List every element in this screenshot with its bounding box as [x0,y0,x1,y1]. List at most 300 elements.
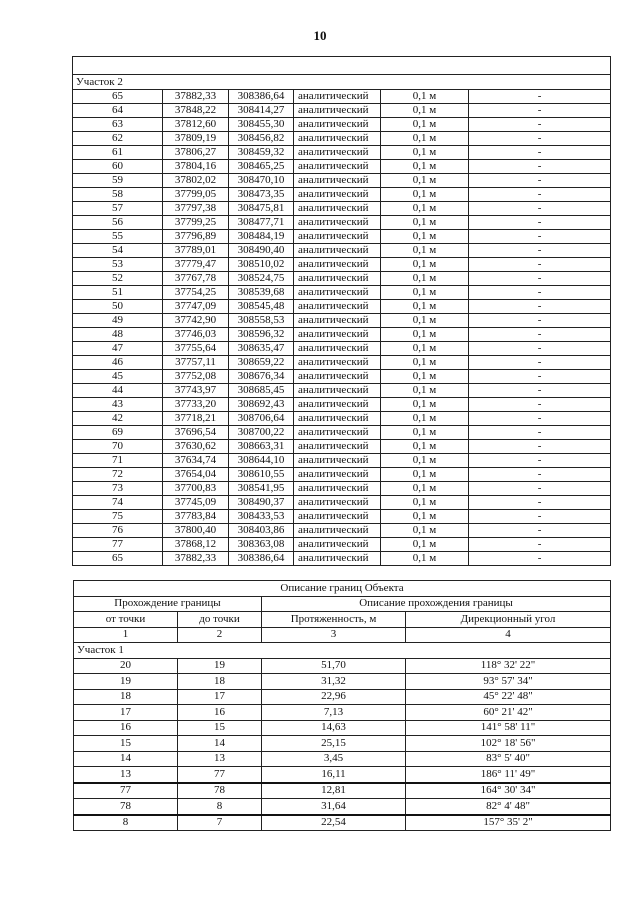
table-row [73,468,611,482]
accuracy-cell: 0,1 м [381,146,469,160]
table-row [73,244,611,258]
description-cell: - [469,384,611,398]
from-point-cell: 78 [74,799,178,815]
x-coordinate-cell: 37752,08 [163,370,229,384]
description-cell: - [469,118,611,132]
point-number-cell: 65 [73,90,163,104]
table-row [74,767,611,783]
method-cell: аналитический [294,440,381,454]
point-number-cell: 54 [73,244,163,258]
method-cell: аналитический [294,174,381,188]
y-coordinate-cell: 308676,34 [229,370,294,384]
table-row [74,799,611,815]
table-row [73,482,611,496]
table-row [73,286,611,300]
table-row [73,496,611,510]
point-number-cell: 75 [73,510,163,524]
method-cell: аналитический [294,90,381,104]
point-number-cell: 57 [73,202,163,216]
y-coordinate-cell: 308433,53 [229,510,294,524]
length-cell: 22,54 [262,815,406,831]
x-coordinate-cell: 37746,03 [163,328,229,342]
point-number-cell: 47 [73,342,163,356]
method-cell: аналитический [294,468,381,482]
x-coordinate-cell: 37797,38 [163,202,229,216]
accuracy-cell: 0,1 м [381,202,469,216]
section-label-row [74,643,611,659]
x-coordinate-cell: 37804,16 [163,160,229,174]
y-coordinate-cell: 308663,31 [229,440,294,454]
point-number-cell: 55 [73,230,163,244]
x-coordinate-cell: 37718,21 [163,412,229,426]
method-cell: аналитический [294,552,381,566]
description-cell: - [469,524,611,538]
point-number-cell: 69 [73,426,163,440]
description-cell: - [469,454,611,468]
section-label: Участок 2 [73,75,611,90]
accuracy-cell: 0,1 м [381,230,469,244]
accuracy-cell: 0,1 м [381,440,469,454]
method-cell: аналитический [294,454,381,468]
accuracy-cell: 0,1 м [381,510,469,524]
table-row [73,160,611,174]
y-coordinate-cell: 308363,08 [229,538,294,552]
table-row [74,783,611,799]
x-coordinate-cell: 37799,05 [163,188,229,202]
length-cell: 22,96 [262,689,406,705]
description-cell: - [469,216,611,230]
x-coordinate-cell: 37630,62 [163,440,229,454]
table-row [74,689,611,705]
point-number-cell: 64 [73,104,163,118]
table-row [73,510,611,524]
group-header-right: Описание прохождения границы [262,596,611,612]
y-coordinate-cell: 308539,68 [229,286,294,300]
method-cell: аналитический [294,118,381,132]
bearing-cell: 82° 4' 48" [406,799,611,815]
description-cell: - [469,328,611,342]
bearing-cell: 186° 11' 49" [406,767,611,783]
description-cell: - [469,160,611,174]
x-coordinate-cell: 37812,60 [163,118,229,132]
y-coordinate-cell: 308414,27 [229,104,294,118]
x-coordinate-cell: 37743,97 [163,384,229,398]
method-cell: аналитический [294,216,381,230]
accuracy-cell: 0,1 м [381,482,469,496]
accuracy-cell: 0,1 м [381,412,469,426]
page-number: 10 [313,28,327,43]
y-coordinate-cell: 308545,48 [229,300,294,314]
y-coordinate-cell: 308541,95 [229,482,294,496]
table-row [73,440,611,454]
length-cell: 14,63 [262,720,406,736]
method-cell: аналитический [294,244,381,258]
point-number-cell: 76 [73,524,163,538]
table-row [73,188,611,202]
table-row [73,132,611,146]
table-row [73,146,611,160]
point-number-cell: 60 [73,160,163,174]
y-coordinate-cell: 308644,10 [229,454,294,468]
description-cell: - [469,426,611,440]
table-empty-row [73,57,611,75]
y-coordinate-cell: 308596,32 [229,328,294,342]
accuracy-cell: 0,1 м [381,384,469,398]
accuracy-cell: 0,1 м [381,258,469,272]
length-cell: 51,70 [262,658,406,674]
from-point-cell: 13 [74,767,178,783]
table-row [74,720,611,736]
description-cell: - [469,468,611,482]
table-row [73,314,611,328]
y-coordinate-cell: 308484,19 [229,230,294,244]
point-number-cell: 61 [73,146,163,160]
x-coordinate-cell: 37868,12 [163,538,229,552]
method-cell: аналитический [294,510,381,524]
description-cell: - [469,510,611,524]
description-cell: - [469,300,611,314]
table-row [74,736,611,752]
point-number-cell: 46 [73,356,163,370]
from-point-cell: 17 [74,705,178,721]
accuracy-cell: 0,1 м [381,160,469,174]
from-point-cell: 8 [74,815,178,831]
bearing-cell: 60° 21' 42" [406,705,611,721]
accuracy-cell: 0,1 м [381,132,469,146]
table-row [73,370,611,384]
column-header: Протяженность, м [262,612,406,628]
y-coordinate-cell: 308635,47 [229,342,294,356]
method-cell: аналитический [294,286,381,300]
point-number-cell: 73 [73,482,163,496]
x-coordinate-cell: 37767,78 [163,272,229,286]
from-point-cell: 77 [74,783,178,799]
bearing-cell: 118° 32' 22" [406,658,611,674]
table-row [73,216,611,230]
table-row [73,342,611,356]
from-point-cell: 15 [74,736,178,752]
x-coordinate-cell: 37783,84 [163,510,229,524]
to-point-cell: 19 [178,658,262,674]
y-coordinate-cell: 308685,45 [229,384,294,398]
y-coordinate-cell: 308659,22 [229,356,294,370]
accuracy-cell: 0,1 м [381,300,469,314]
method-cell: аналитический [294,314,381,328]
bearing-cell: 102° 18' 56" [406,736,611,752]
method-cell: аналитический [294,426,381,440]
y-coordinate-cell: 308700,22 [229,426,294,440]
y-coordinate-cell: 308456,82 [229,132,294,146]
method-cell: аналитический [294,370,381,384]
to-point-cell: 14 [178,736,262,752]
x-coordinate-cell: 37882,33 [163,90,229,104]
boundary-description-table [73,580,611,831]
method-cell: аналитический [294,272,381,286]
y-coordinate-cell: 308475,81 [229,202,294,216]
y-coordinate-cell: 308490,40 [229,244,294,258]
x-coordinate-cell: 37806,27 [163,146,229,160]
method-cell: аналитический [294,524,381,538]
accuracy-cell: 0,1 м [381,286,469,300]
column-number: 2 [178,627,262,643]
to-point-cell: 13 [178,751,262,767]
column-header: от точки [74,612,178,628]
point-number-cell: 50 [73,300,163,314]
table-row [73,328,611,342]
method-cell: аналитический [294,328,381,342]
x-coordinate-cell: 37789,01 [163,244,229,258]
description-cell: - [469,90,611,104]
from-point-cell: 14 [74,751,178,767]
point-number-cell: 59 [73,174,163,188]
x-coordinate-cell: 37848,22 [163,104,229,118]
y-coordinate-cell: 308459,32 [229,146,294,160]
length-cell: 31,64 [262,799,406,815]
x-coordinate-cell: 37654,04 [163,468,229,482]
method-cell: аналитический [294,342,381,356]
accuracy-cell: 0,1 м [381,328,469,342]
column-number: 3 [262,627,406,643]
bearing-cell: 157° 35' 2" [406,815,611,831]
method-cell: аналитический [294,482,381,496]
method-cell: аналитический [294,300,381,314]
to-point-cell: 16 [178,705,262,721]
accuracy-cell: 0,1 м [381,552,469,566]
table-row [74,815,611,831]
point-number-cell: 52 [73,272,163,286]
column-header: Дирекционный угол [406,612,611,628]
description-cell: - [469,188,611,202]
y-coordinate-cell: 308470,10 [229,174,294,188]
y-coordinate-cell: 308473,35 [229,188,294,202]
accuracy-cell: 0,1 м [381,244,469,258]
table-row [74,674,611,690]
bearing-cell: 83° 5' 40" [406,751,611,767]
y-coordinate-cell: 308558,53 [229,314,294,328]
table-row [73,300,611,314]
description-cell: - [469,496,611,510]
point-number-cell: 63 [73,118,163,132]
table-row [73,90,611,104]
accuracy-cell: 0,1 м [381,188,469,202]
method-cell: аналитический [294,230,381,244]
method-cell: аналитический [294,188,381,202]
from-point-cell: 19 [74,674,178,690]
column-number: 1 [74,627,178,643]
accuracy-cell: 0,1 м [381,538,469,552]
table-row [74,751,611,767]
to-point-cell: 8 [178,799,262,815]
to-point-cell: 17 [178,689,262,705]
x-coordinate-cell: 37779,47 [163,258,229,272]
description-cell: - [469,132,611,146]
column-number: 4 [406,627,611,643]
y-coordinate-cell: 308490,37 [229,496,294,510]
accuracy-cell: 0,1 м [381,174,469,188]
description-cell: - [469,286,611,300]
method-cell: аналитический [294,398,381,412]
accuracy-cell: 0,1 м [381,496,469,510]
group-header-left: Прохождение границы [74,596,262,612]
point-number-cell: 43 [73,398,163,412]
section-label-row [73,75,611,90]
method-cell: аналитический [294,132,381,146]
description-cell: - [469,244,611,258]
point-number-cell: 42 [73,412,163,426]
length-cell: 16,11 [262,767,406,783]
accuracy-cell: 0,1 м [381,370,469,384]
description-cell: - [469,314,611,328]
table-row [73,412,611,426]
description-cell: - [469,356,611,370]
x-coordinate-cell: 37747,09 [163,300,229,314]
point-number-cell: 72 [73,468,163,482]
y-coordinate-cell: 308706,64 [229,412,294,426]
point-number-cell: 51 [73,286,163,300]
table-row [73,524,611,538]
table-row [73,230,611,244]
to-point-cell: 15 [178,720,262,736]
column-number-row [74,627,611,643]
point-number-cell: 49 [73,314,163,328]
point-number-cell: 65 [73,552,163,566]
point-number-cell: 45 [73,370,163,384]
table-row [73,272,611,286]
x-coordinate-cell: 37882,33 [163,552,229,566]
y-coordinate-cell: 308692,43 [229,398,294,412]
point-number-cell: 44 [73,384,163,398]
description-cell: - [469,482,611,496]
y-coordinate-cell: 308386,64 [229,552,294,566]
table-row [73,202,611,216]
y-coordinate-cell: 308455,30 [229,118,294,132]
point-number-cell: 74 [73,496,163,510]
table-row [73,258,611,272]
x-coordinate-cell: 37754,25 [163,286,229,300]
description-cell: - [469,272,611,286]
x-coordinate-cell: 37755,64 [163,342,229,356]
accuracy-cell: 0,1 м [381,398,469,412]
point-number-cell: 77 [73,538,163,552]
from-point-cell: 18 [74,689,178,705]
x-coordinate-cell: 37634,74 [163,454,229,468]
description-cell: - [469,342,611,356]
description-cell: - [469,202,611,216]
accuracy-cell: 0,1 м [381,468,469,482]
accuracy-cell: 0,1 м [381,104,469,118]
y-coordinate-cell: 308510,02 [229,258,294,272]
y-coordinate-cell: 308524,75 [229,272,294,286]
description-cell: - [469,146,611,160]
bearing-cell: 164° 30' 34" [406,783,611,799]
bearing-cell: 141° 58' 11" [406,720,611,736]
table-row [74,658,611,674]
accuracy-cell: 0,1 м [381,272,469,286]
x-coordinate-cell: 37700,83 [163,482,229,496]
description-cell: - [469,412,611,426]
description-cell: - [469,258,611,272]
point-number-cell: 56 [73,216,163,230]
from-point-cell: 16 [74,720,178,736]
x-coordinate-cell: 37799,25 [163,216,229,230]
table-row [74,705,611,721]
y-coordinate-cell: 308403,86 [229,524,294,538]
description-cell: - [469,552,611,566]
method-cell: аналитический [294,160,381,174]
method-cell: аналитический [294,538,381,552]
accuracy-cell: 0,1 м [381,454,469,468]
method-cell: аналитический [294,356,381,370]
x-coordinate-cell: 37802,02 [163,174,229,188]
length-cell: 7,13 [262,705,406,721]
table-row [73,174,611,188]
point-number-cell: 48 [73,328,163,342]
point-number-cell: 71 [73,454,163,468]
method-cell: аналитический [294,496,381,510]
accuracy-cell: 0,1 м [381,342,469,356]
method-cell: аналитический [294,258,381,272]
x-coordinate-cell: 37800,40 [163,524,229,538]
accuracy-cell: 0,1 м [381,90,469,104]
table-row [73,398,611,412]
table-row [73,538,611,552]
length-cell: 3,45 [262,751,406,767]
point-number-cell: 58 [73,188,163,202]
x-coordinate-cell: 37696,54 [163,426,229,440]
accuracy-cell: 0,1 м [381,216,469,230]
to-point-cell: 18 [178,674,262,690]
accuracy-cell: 0,1 м [381,356,469,370]
group-header-row [74,596,611,612]
x-coordinate-cell: 37745,09 [163,496,229,510]
point-number-cell: 62 [73,132,163,146]
method-cell: аналитический [294,104,381,118]
to-point-cell: 7 [178,815,262,831]
section-label: Участок 1 [74,643,611,659]
x-coordinate-cell: 37757,11 [163,356,229,370]
table-title: Описание границ Объекта [74,581,611,597]
description-cell: - [469,230,611,244]
table-row [73,104,611,118]
y-coordinate-cell: 308386,64 [229,90,294,104]
coordinates-table [72,56,611,566]
y-coordinate-cell: 308477,71 [229,216,294,230]
x-coordinate-cell: 37733,20 [163,398,229,412]
bearing-cell: 45° 22' 48" [406,689,611,705]
to-point-cell: 78 [178,783,262,799]
from-point-cell: 20 [74,658,178,674]
method-cell: аналитический [294,412,381,426]
table-row [73,384,611,398]
description-cell: - [469,398,611,412]
accuracy-cell: 0,1 м [381,426,469,440]
x-coordinate-cell: 37809,19 [163,132,229,146]
y-coordinate-cell: 308465,25 [229,160,294,174]
point-number-cell: 53 [73,258,163,272]
x-coordinate-cell: 37796,89 [163,230,229,244]
table-row [73,356,611,370]
table-row [73,552,611,566]
column-header-row [74,612,611,628]
to-point-cell: 77 [178,767,262,783]
length-cell: 31,32 [262,674,406,690]
accuracy-cell: 0,1 м [381,524,469,538]
description-cell: - [469,538,611,552]
description-cell: - [469,440,611,454]
x-coordinate-cell: 37742,90 [163,314,229,328]
description-cell: - [469,104,611,118]
table-row [73,426,611,440]
